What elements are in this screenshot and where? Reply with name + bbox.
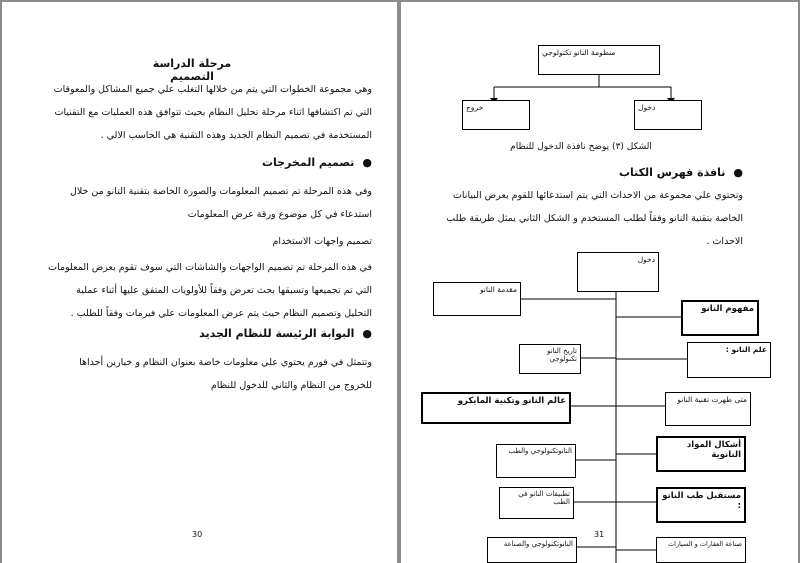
topic-box-nano-medicine-future: مستقبل طب النانو : bbox=[656, 487, 746, 523]
gateway-line: وتتمثل في فورم يحتوي علي معلومات خاصة بعنوان النظام و خيارين أحداها bbox=[79, 357, 372, 368]
outputs-line: وفي هذه المرحلة تم تصميم المعلومات والصورة الخاصة بتقنية النانو من خلال bbox=[69, 186, 372, 197]
interfaces-paragraph bbox=[32, 256, 372, 325]
exit-box: خروج bbox=[462, 100, 530, 130]
outputs-line: استدعاء في كل موضوع ورقة عرض المعلومات bbox=[187, 209, 372, 220]
intro-line: التي تم اكتشافها اثناء مرحلة تحليل النظام بحيث تتوافق هذه العمليات مع التقنيات bbox=[54, 107, 372, 118]
bullet-icon: ● bbox=[362, 327, 372, 340]
topic-box-nano-materials: أشكال المواد النانوية bbox=[656, 436, 746, 472]
design-stage-title: مرحلة الدراسة التصميم bbox=[152, 57, 232, 83]
gateway-paragraph bbox=[32, 351, 372, 397]
interfaces-heading: تصميم واجهات الاستخدام bbox=[272, 236, 372, 247]
index-line: الاحداث . bbox=[706, 236, 743, 247]
left-page bbox=[2, 2, 397, 563]
page-number: 31 bbox=[594, 530, 605, 539]
figure-caption: الشكل (٣) يوضح نافذة الدخول للنظام bbox=[510, 142, 652, 152]
topic-box-nano-medicine: النانوتكنولوجي والطب bbox=[496, 444, 576, 478]
topic-box-real-estate-cars: صناعة العقارات و السيارات bbox=[656, 537, 746, 563]
topic-box-nano-medical-apps: تطبيقات النانو في الطب bbox=[499, 487, 574, 519]
interfaces-line: في هذه المرحلة تم تصميم الواجهات والشاشات التي سوف تقوم بعرض المعلومات bbox=[48, 262, 372, 273]
login-box: دخول bbox=[577, 252, 659, 292]
gateway-line: للخروج من النظام والثاني للدخول للنظام bbox=[210, 380, 372, 391]
gateway-heading bbox=[132, 327, 372, 340]
page-number: 30 bbox=[192, 530, 203, 539]
topic-box-nano-industry: النانوتكنولوجي والصناعة bbox=[487, 537, 577, 563]
bullet-icon: ● bbox=[733, 166, 743, 179]
topic-box-nano-origin: متى ظهرت تقنية النانو bbox=[665, 392, 751, 426]
bullet-icon: ● bbox=[362, 156, 372, 169]
index-paragraph bbox=[421, 184, 743, 253]
outputs-heading-text: تصميم المخرجات bbox=[261, 156, 355, 169]
topic-box-nano-science: علم النانو : bbox=[687, 342, 771, 378]
topic-box-nano-concept: مفهوم النانو bbox=[681, 300, 759, 336]
outputs-paragraph bbox=[32, 180, 372, 226]
interfaces-line: التي تم تجميعها وتسبقها بحث تعرض وفقاً للأولويات المتفق عليها أثناء عملية bbox=[76, 285, 372, 296]
interfaces-line: التحليل وتصميم النظام حيث يتم عرض المعلومات علي فيرمات وفقاً للطلب . bbox=[70, 308, 372, 319]
topic-box-nano-history: تاريخ النانو تكنولوجي bbox=[519, 344, 581, 374]
intro-line: وهي مجموعة الخطوات التي يتم من خلالها التغلب علي جميع المشاكل والمعوقات bbox=[53, 84, 372, 95]
topic-box-nano-intro: مقدمة النانو bbox=[433, 282, 521, 316]
index-heading-text: نافذة فهرس الكتاب bbox=[618, 166, 726, 179]
gateway-heading-text: البوابة الرئيسة للنظام الجديد bbox=[199, 327, 355, 340]
right-page bbox=[401, 2, 798, 563]
index-line: وتحتوي علي مجموعة من الاحداث التي يتم استدعائها للقوم بعرض البيانات bbox=[452, 190, 743, 201]
index-heading bbox=[521, 166, 743, 179]
index-line: الخاصة بتقنية النانو وفقاً لطلب المستخدم و الشكل الثاني يمثل طريقة طلب bbox=[446, 213, 743, 224]
intro-paragraph bbox=[32, 78, 372, 147]
outputs-heading bbox=[132, 156, 372, 169]
enter-box: دخول bbox=[634, 100, 702, 130]
intro-line: المستخدمة في تصميم النظام الجديد وهذه التقنية هي الحاسب الالي . bbox=[100, 130, 372, 141]
topic-box-nano-world: عالم النانو وتكنية المايكرو bbox=[421, 392, 571, 424]
system-box: منظومة النانو تكنولوجي bbox=[538, 45, 660, 75]
